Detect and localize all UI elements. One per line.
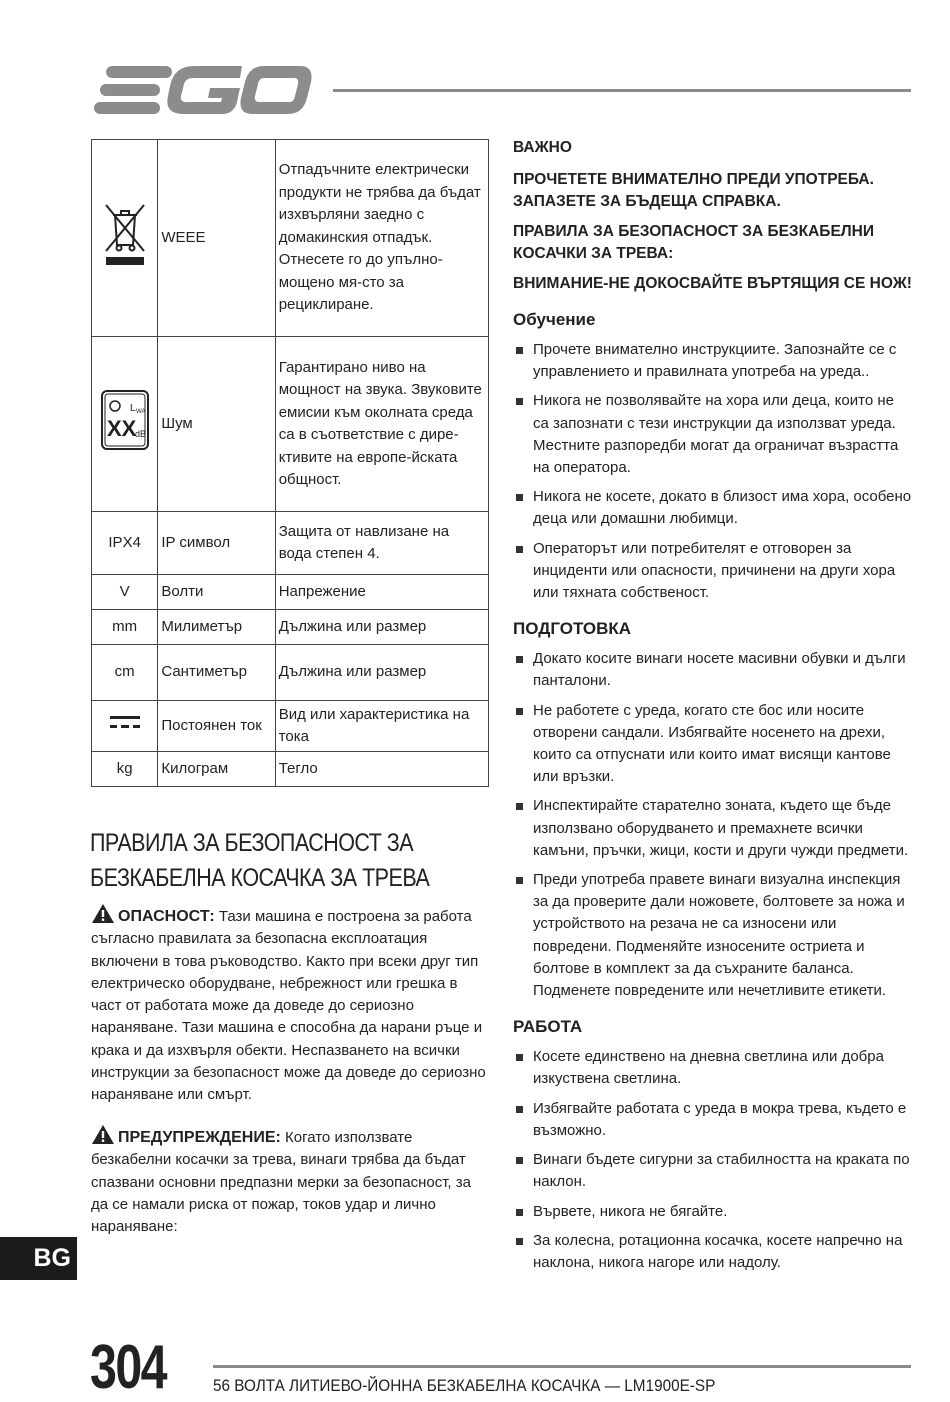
list-item: Преди употреба правете винаги визуална инспекция за да проверите дали ножовете, болтовете за ножа и устройството на резача не са износени или повредени. Подменяйте износените остриета и болтове в комплект за да съхраните баланса. Подменете повредените или нечетливите етикети. — [513, 869, 913, 1002]
section-heading: РАБОТА — [513, 1017, 583, 1037]
warning-label: ПРЕДУПРЕЖДЕНИЕ: — [118, 1129, 281, 1146]
symbol-description: Гарантирано ниво на мощност на звука. Звуковите емисии към околната среда са в съответствие с дире-ктивите на европе-йската общност. — [275, 337, 488, 512]
bullet-icon — [516, 546, 523, 553]
symbol-name: IP символ — [158, 512, 275, 575]
table-row — [92, 752, 489, 787]
list-item: Никога не позволявайте на хора или деца, които не са запознати с тези инструкции да използват уреда. Местните разпоредби могат да ограничат възрастта на оператора. — [513, 390, 913, 479]
noise-level-icon — [100, 389, 150, 451]
symbol-cell: cm — [92, 645, 158, 701]
ego-logo — [92, 64, 312, 116]
list-item: Никога не косете, докато в близост има хора, особено деца или домашни любимци. — [513, 486, 913, 530]
table-row — [92, 701, 489, 752]
symbols-table — [91, 139, 489, 787]
symbol-name: WEEE — [158, 140, 275, 337]
svg-text:WA: WA — [135, 409, 146, 416]
symbol-cell: V — [92, 575, 158, 610]
bullet-list — [513, 648, 913, 1002]
bullet-icon — [516, 398, 523, 405]
list-item: Винаги бъдете сигурни за стабилността на краката по наклон. — [513, 1149, 913, 1193]
footer-text: 56 ВОЛТА ЛИТИЕВО-ЙОННА БЕЗКАБЕЛНА КОСАЧКА — LM1900E-SP — [213, 1376, 716, 1395]
page-number: 304 — [90, 1333, 167, 1402]
footer-rule — [213, 1365, 911, 1368]
header-rule — [333, 89, 911, 92]
symbol-description: Отпадъчните електрически продукти не трябва да бъдат изхвърляни заедно с домакинския отпадък. Отнесете го до упълно-мощено мя-сто за рециклиране. — [275, 140, 488, 337]
symbol-cell — [92, 337, 158, 512]
bullet-icon — [516, 1054, 523, 1061]
bullet-icon — [516, 1209, 523, 1216]
table-row — [92, 140, 489, 337]
bullet-icon — [516, 656, 523, 663]
bullet-icon — [516, 1157, 523, 1164]
bullet-icon — [516, 494, 523, 501]
direct-current-icon — [109, 713, 141, 731]
warning-triangle-icon — [91, 1124, 115, 1145]
danger-label: ОПАСНОСТ: — [118, 908, 215, 925]
weee-bin-icon — [102, 201, 148, 267]
bullet-icon — [516, 803, 523, 810]
table-row — [92, 337, 489, 512]
bullet-icon — [516, 877, 523, 884]
symbol-cell: IPX4 — [92, 512, 158, 575]
bullet-icon — [516, 347, 523, 354]
symbol-cell: kg — [92, 752, 158, 787]
warning-paragraph — [91, 1124, 490, 1238]
symbol-description: Тегло — [275, 752, 488, 787]
list-item: Не работете с уреда, когато сте бос или носите отворени сандали. Избягвайте носенето на дрехи, които са отпуснати или които имат висящи кантове или връзки. — [513, 700, 913, 789]
list-item: Косете единствено на дневна светлина или добра изкуствена светлина. — [513, 1046, 913, 1090]
table-row — [92, 512, 489, 575]
bullet-icon — [516, 1238, 523, 1245]
bullet-icon — [516, 1106, 523, 1113]
rules-title: ПРАВИЛА ЗА БЕЗОПАСНОСТ ЗА БЕЗКАБЕЛНИ КОСАЧКИ ЗА ТРЕВА: — [513, 223, 874, 262]
table-row — [92, 645, 489, 701]
caution-notice: ВНИМАНИЕ-НЕ ДОКОСВАЙТЕ ВЪРТЯЩИЯ СЕ НОЖ! — [513, 275, 912, 292]
symbol-name: Волти — [158, 575, 275, 610]
read-first-notice: ПРОЧЕТЕТЕ ВНИМАТЕЛНО ПРЕДИ УПОТРЕБА. ЗАПАЗЕТЕ ЗА БЪДЕЩА СПРАВКА. — [513, 171, 874, 210]
symbol-cell: mm — [92, 610, 158, 645]
svg-text:XX: XX — [106, 416, 137, 442]
svg-text:dB: dB — [134, 429, 146, 440]
section-title-line: БЕЗКАБЕЛНА КОСАЧКА ЗА ТРЕВА — [90, 864, 430, 892]
danger-paragraph — [91, 903, 490, 1107]
symbol-cell — [92, 140, 158, 337]
symbol-description: Вид или характеристика на тока — [275, 701, 488, 752]
symbol-description: Дължина или размер — [275, 645, 488, 701]
important-heading: ВАЖНО — [513, 139, 572, 156]
danger-text: Тази машина е построена за работа съгласно правилата за безопасна експлоатация включени в това ръководство. Както при всеки друг тип електрическо оборудване, небрежност или грешка в част от работата може да доведе до сериозно нараняване. Тази машина е способна да нарани ръце и крака и да изхвърля обекти. Неспазването на всички инструкции за безопасност може да доведе до сериозно нараняване или смърт. — [91, 908, 486, 1104]
language-tab: BG — [0, 1237, 77, 1280]
section-title-line: ПРАВИЛА ЗА БЕЗОПАСНОСТ ЗА — [90, 829, 414, 857]
list-item: Прочете внимателно инструкциите. Запознайте се с управлението и правилната употреба на уреда.. — [513, 339, 913, 383]
right-column — [513, 137, 913, 1281]
svg-text:L: L — [129, 403, 136, 415]
section-heading: Обучение — [513, 310, 596, 329]
symbol-description: Дължина или размер — [275, 610, 488, 645]
list-item: Избягвайте работата с уреда в мокра трева, където е възможно. — [513, 1098, 913, 1142]
list-item: Вървете, никога не бягайте. — [513, 1201, 913, 1223]
symbol-description: Напрежение — [275, 575, 488, 610]
symbol-name: Милиметър — [158, 610, 275, 645]
list-item: Инспектирайте старателно зоната, където ще бъде използвано оборудването и премахнете всички камъни, пръчки, жици, кости и други чужди предмети. — [513, 795, 913, 862]
table-row — [92, 610, 489, 645]
bullet-list — [513, 339, 913, 604]
bullet-icon — [516, 708, 523, 715]
list-item: За колесна, ротационна косачка, косете напречно на наклона, никога нагоре или надолу. — [513, 1230, 913, 1274]
symbol-name: Шум — [158, 337, 275, 512]
list-item: Докато косите винаги носете масивни обувки и дълги панталони. — [513, 648, 913, 692]
section-heading: ПОДГОТОВКА — [513, 619, 632, 639]
bullet-list — [513, 1046, 913, 1274]
symbol-name: Килограм — [158, 752, 275, 787]
symbol-description: Защита от навлизане на вода степен 4. — [275, 512, 488, 575]
symbol-name: Постоянен ток — [158, 701, 275, 752]
table-row — [92, 575, 489, 610]
section-title — [90, 826, 490, 896]
symbol-cell — [92, 701, 158, 752]
warning-triangle-icon — [91, 903, 115, 924]
warning-text: Когато използвате безкабелни косачки за трева, винаги трябва да бъдат спазвани основни предпазни мерки за безопасност, за да се намали риска от пожар, токов удар и лично нараняване: — [91, 1129, 471, 1236]
list-item: Операторът или потребителят е отговорен за инциденти или опасности, причинени на други хора или тяхната собственост. — [513, 538, 913, 605]
symbol-name: Сантиметър — [158, 645, 275, 701]
